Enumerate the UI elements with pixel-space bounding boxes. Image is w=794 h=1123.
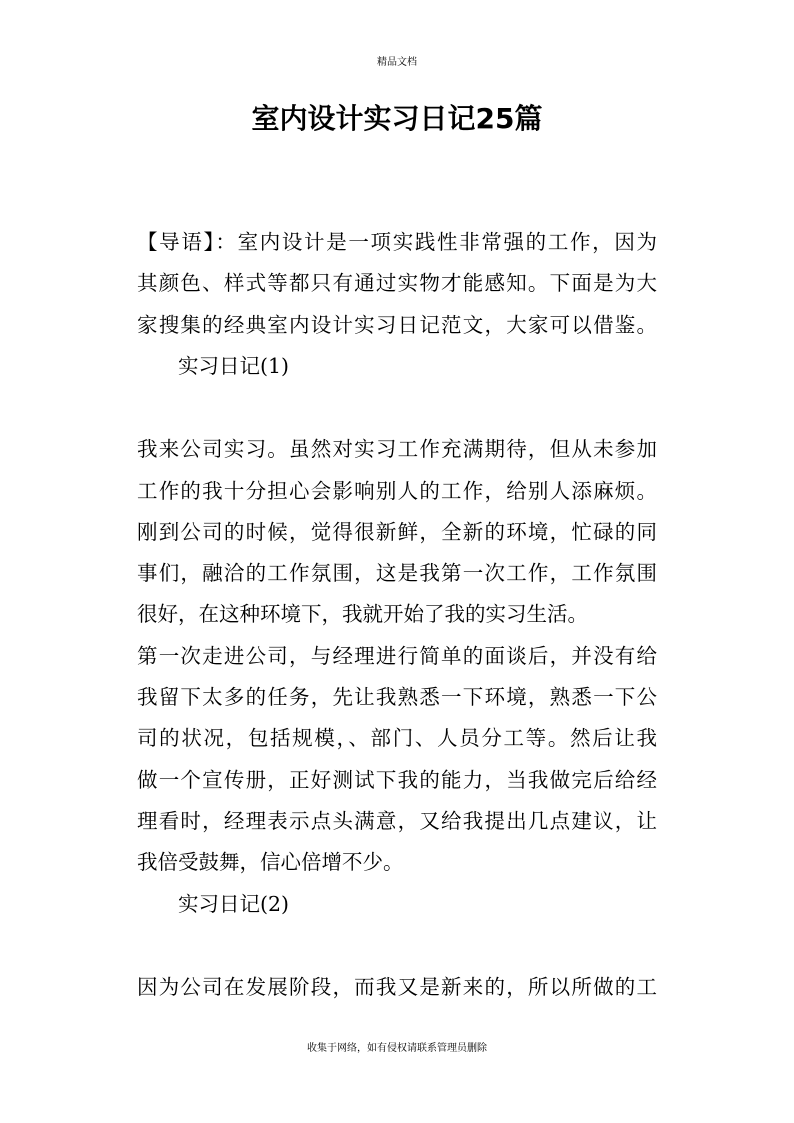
section-heading-2: 实习日记(2) — [178, 892, 290, 916]
section1-para1-line-4: 事们，融洽的工作氛围，这是我第一次工作，工作氛围 — [137, 561, 657, 585]
page-title: 室内设计实习日记25篇 — [251, 102, 543, 135]
page-header-label: 精品文档 — [377, 57, 417, 68]
section1-para2-line-4: 做一个宣传册，正好测试下我的能力，当我做完后给经 — [137, 768, 657, 792]
intro-line-3: 家搜集的经典室内设计实习日记范文，大家可以借鉴。 — [137, 313, 657, 337]
section1-para1-line-3: 刚到公司的时候，觉得很新鲜，全新的环境，忙碌的同 — [137, 520, 657, 544]
section1-para2-line-3: 司的状况，包括规模，、部门、人员分工等。然后让我 — [137, 726, 657, 750]
section1-para1-line-1: 我来公司实习。虽然对实习工作充满期待，但从未参加 — [137, 437, 657, 461]
section2-para1-line-1: 因为公司在发展阶段，而我又是新来的，所以所做的工 — [137, 975, 657, 999]
section1-para1-line-5: 很好，在这种环境下，我就开始了我的实习生活。 — [137, 602, 588, 626]
section1-para2-line-2: 我留下太多的任务，先让我熟悉一下环境，熟悉一下公 — [137, 685, 657, 709]
page-footer-label: 收集于网络，如有侵权请联系管理员删除 — [307, 1043, 487, 1054]
section1-para1-line-2: 工作的我十分担心会影响别人的工作，给别人添麻烦。 — [137, 479, 657, 503]
section1-para2-line-1: 第一次走进公司，与经理进行简单的面谈后，并没有给 — [137, 644, 657, 668]
section1-para2-line-5: 理看时，经理表示点头满意，又给我提出几点建议，让 — [137, 809, 657, 833]
section-heading-1: 实习日记(1) — [178, 354, 290, 378]
section1-para2-line-6: 我倍受鼓舞，信心倍增不少。 — [137, 850, 404, 874]
intro-line-1: 【导语】：室内设计是一项实践性非常强的工作，因为 — [137, 230, 657, 254]
intro-line-2: 其颜色、样式等都只有通过实物才能感知。下面是为大 — [137, 271, 657, 295]
